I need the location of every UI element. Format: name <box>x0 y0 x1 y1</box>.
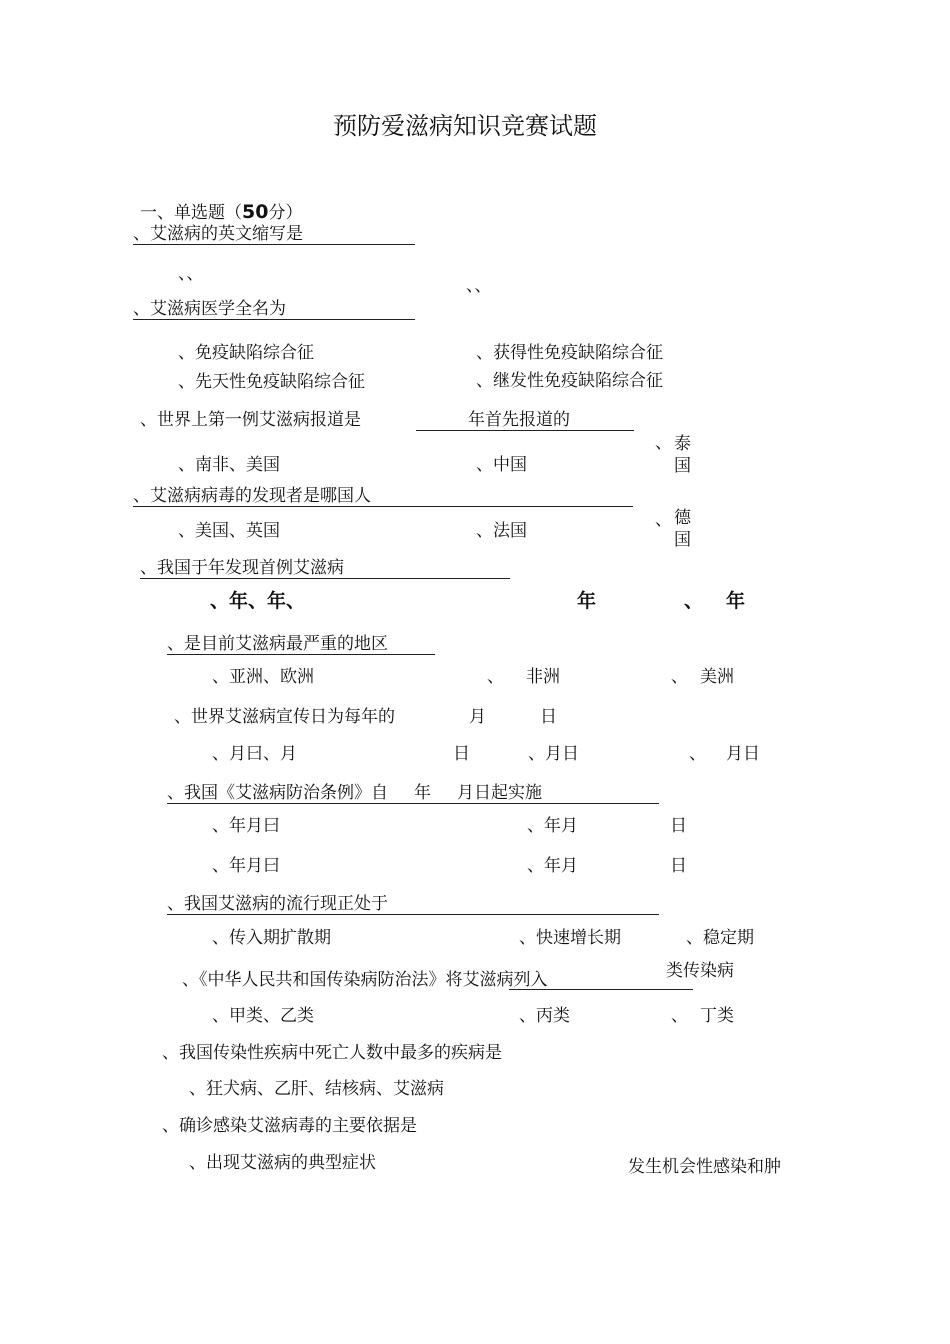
question-3: 、世界上第一例艾滋病报道是 <box>140 410 361 430</box>
question-8 <box>167 783 659 804</box>
question-10-option-c-mark: 、 <box>671 1006 688 1026</box>
question-4: 、艾滋病病毒的发现者是哪国人 <box>133 486 633 507</box>
question-7-month: 月 <box>469 707 486 727</box>
question-8-text: 、我国《艾滋病防治条例》自 <box>167 783 388 803</box>
question-9-option-b: 、快速增长期 <box>519 928 621 948</box>
question-8-tail: 月日起实施 <box>457 783 542 803</box>
question-4-option-c: 德国 <box>674 508 691 550</box>
question-10-option-a: 、甲类、乙类 <box>212 1006 314 1026</box>
question-7: 、世界艾滋病宣传日为每年的 <box>174 707 395 727</box>
question-1-option-a: 、、 <box>178 264 204 284</box>
question-5-option-c: 、 <box>684 590 704 612</box>
section-label-tail: 分） <box>268 203 303 223</box>
question-1: 、艾滋病的英文缩写是 <box>133 224 415 245</box>
question-7-option-b: 、月日 <box>528 744 579 764</box>
question-1-option-b: 、、 <box>466 276 492 296</box>
question-12-option-b: 发生机会性感染和肿 <box>628 1157 781 1177</box>
question-8-option-d-day: 日 <box>670 856 687 876</box>
question-2-option-a: 、免疫缺陷综合征 <box>178 343 314 363</box>
question-5-option-a: 、年、年、 <box>210 590 306 612</box>
question-5: 、我国于年发现首例艾滋病 <box>140 558 510 579</box>
question-8-option-b: 、年月 <box>527 816 578 836</box>
question-10-option-b: 、丙类 <box>519 1006 570 1026</box>
question-2: 、艾滋病医学全名为 <box>133 299 415 320</box>
question-9-option-a: 、传入期扩散期 <box>212 928 331 948</box>
section-score: 50 <box>242 201 269 223</box>
question-6-option-a: 、亚洲、欧洲 <box>212 667 314 687</box>
question-2-option-c: 、先天性免疫缺陷综合征 <box>178 372 365 392</box>
question-6-option-b-mark: 、 <box>487 667 504 687</box>
section-label: 一、单选题（ <box>140 203 242 223</box>
question-3-option-c-mark: 、 <box>655 433 672 453</box>
question-7-option-c-mark: 、 <box>689 744 706 764</box>
question-10-blank-line <box>509 989 693 990</box>
question-5-option-d: 年 <box>726 590 746 612</box>
question-7-option-c: 月日 <box>726 744 760 764</box>
question-12: 、确诊感染艾滋病毒的主要依据是 <box>162 1116 417 1136</box>
question-3-option-b: 、中国 <box>476 455 527 475</box>
question-11-option-a: 、狂犬病、乙肝、结核病、艾滋病 <box>189 1079 444 1099</box>
section-heading <box>140 201 302 223</box>
question-7-option-a-day: 日 <box>453 744 470 764</box>
question-9: 、我国艾滋病的流行现正处于 <box>167 894 659 915</box>
question-11: 、我国传染性疾病中死亡人数中最多的疾病是 <box>162 1043 502 1063</box>
question-4-option-c-mark: 、 <box>655 510 672 530</box>
question-10: 、《中华人民共和国传染病防治法》将艾滋病列入 <box>182 970 548 990</box>
question-7-day: 日 <box>540 707 557 727</box>
question-4-option-a: 、美国、英国 <box>178 521 280 541</box>
question-6: 、是目前艾滋病最严重的地区 <box>167 634 435 655</box>
question-2-option-b: 、获得性免疫缺陷综合征 <box>476 343 663 363</box>
question-5-option-b: 年 <box>577 590 597 612</box>
question-8-option-c: 、年月曰 <box>212 856 280 876</box>
question-6-option-c: 美洲 <box>700 667 734 687</box>
question-6-option-b: 非洲 <box>526 667 560 687</box>
question-3-option-c: 泰国 <box>674 434 691 476</box>
question-2-option-d: 、继发性免疫缺陷综合征 <box>476 371 663 391</box>
question-3-option-a: 、南非、美国 <box>178 455 280 475</box>
question-9-option-c: 、稳定期 <box>686 928 754 948</box>
question-8-option-b-day: 日 <box>670 816 687 836</box>
question-10-tail: 类传染病 <box>666 961 734 981</box>
page-title: 预防爱滋病知识竞赛试题 <box>333 112 597 140</box>
question-3-blank: 年首先报道的 <box>416 410 634 431</box>
question-8-year: 年 <box>414 783 431 803</box>
question-10-option-c: 丁类 <box>700 1006 734 1026</box>
question-8-option-a: 、年月曰 <box>212 816 280 836</box>
question-8-option-d: 、年月 <box>527 856 578 876</box>
question-4-option-b: 、法国 <box>476 521 527 541</box>
question-12-option-a: 、出现艾滋病的典型症状 <box>189 1153 376 1173</box>
question-7-option-a: 、月曰、月 <box>212 744 297 764</box>
question-6-option-c-mark: 、 <box>671 667 688 687</box>
